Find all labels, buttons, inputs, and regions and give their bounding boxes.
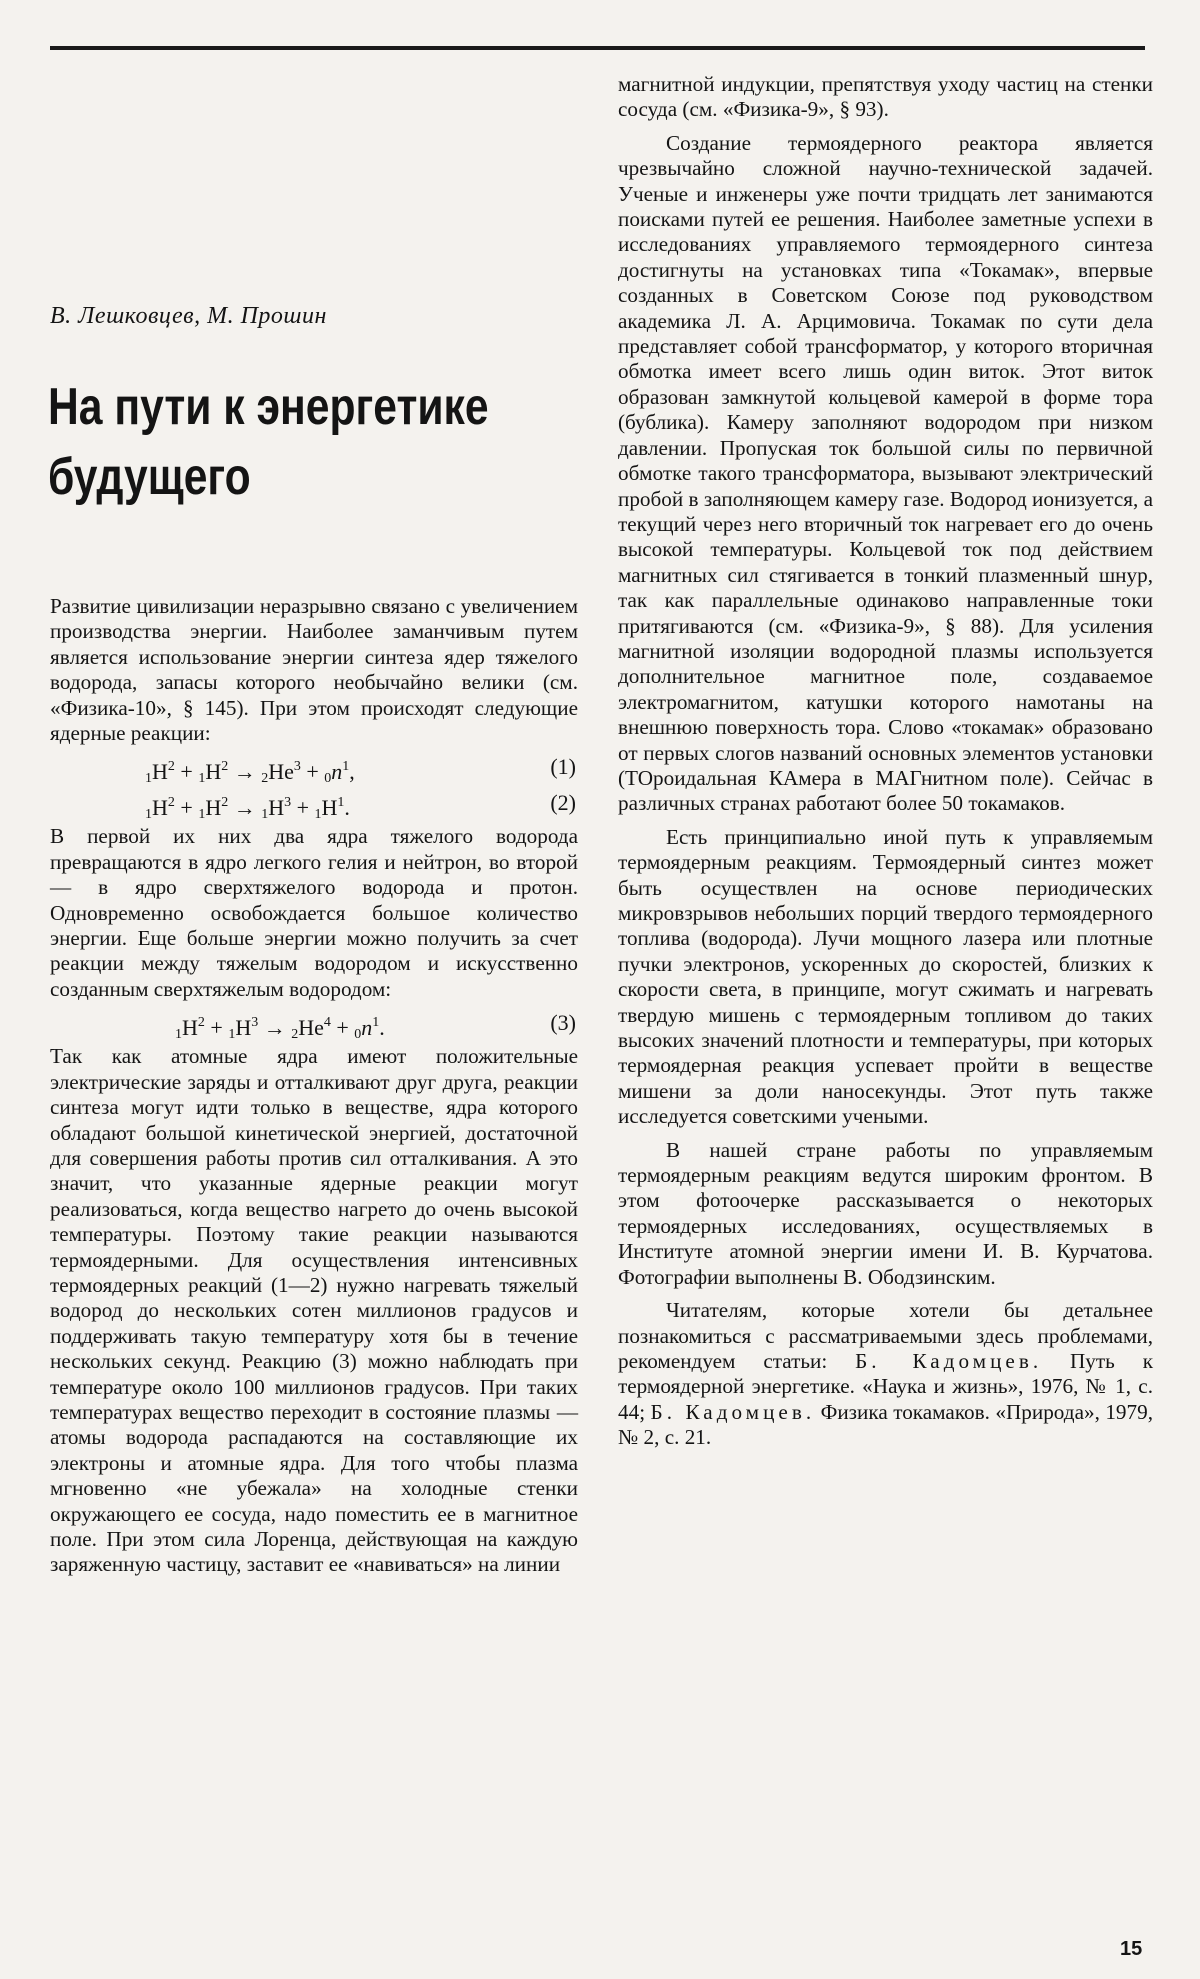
equation-number: (3) xyxy=(550,1010,576,1036)
paragraph: Развитие цивилизации неразрывно связано с увеличением производства энергии. Наиболее заманчивым путем является использование энергии синтеза ядер тяжелого водорода, запасы которого необычайно велики (см. «Физика-10», § 145). При этом происходят следующие ядерные реакции: xyxy=(50,594,578,746)
equation-formula: $_1H^2 + _1H^2 \to _2He^3 + _0n^1$, xyxy=(145,759,355,787)
reference-text: Путь к термоядерной энергетике. «Наука и жизнь», 1976, № 1, с. 44; xyxy=(618,1348,1153,1424)
top-rule xyxy=(50,46,1145,50)
article-authors: В. Лешковцев, М. Прошин xyxy=(50,303,327,329)
paragraph: Есть принципиально иной путь к управляемым термоядерным реакциям. Термоядерный синтез может быть осуществлен на основе периодических микровзрывов небольших порций твердого термоядерного топлива (водорода). Лучи мощного лазера или плотные пучки электронов, ускоренных до скоростей, близких к скорости света, в принципе, могут сжимать и нагревать твердую мишень с термоядерным топливом до таких высоких значений плотности и температуры, при которых термоядерная реакция успевает пройти в веществе мишени за доли наносекунды. Этот путь также исследуется советскими учеными. xyxy=(618,824,1153,1129)
equation-number: (2) xyxy=(550,790,576,816)
reference-author: Б. Кадомцев. xyxy=(855,1348,1043,1373)
paragraph: В первой их них два ядра тяжелого водорода превращаются в ядро легкого гелия и нейтрон, во второй — в ядро сверхтяжелого водорода и протон. Одновременно освобождается большое количество энергии. Еще больше энергии можно получить за счет реакции между тяжелым водородом и искусственно созданным сверхтяжелым водородом: xyxy=(50,824,578,1001)
equation-2 xyxy=(50,788,578,823)
article-title: На пути к энергетике будущего xyxy=(48,378,489,506)
equation-formula: $_1H^2 + _1H^3 \to _2He^4 + _0n^1$. xyxy=(175,1015,385,1043)
equation-1 xyxy=(50,752,578,787)
references-intro: Читателям, которые хотели бы детальнее познакомиться с рассматриваемыми здесь проблемами, рекомендуем статьи: xyxy=(618,1298,1153,1373)
references-paragraph xyxy=(618,1298,1153,1450)
right-column xyxy=(618,72,1153,1451)
paragraph: В нашей стране работы по управляемым термоядерным реакциям ведутся широким фронтом. В этом фотоочерке рассказывается о некоторых термоядерных исследованиях, осуществляемых в Институте атомной энергии имени И. В. Курчатова. Фотографии выполнены В. Ободзинским. xyxy=(618,1137,1153,1289)
page-number: 15 xyxy=(1120,1938,1143,1960)
equation-number: (1) xyxy=(550,754,576,780)
paragraph: Создание термоядерного реактора является чрезвычайно сложной научно-технической задачей. Ученые и инженеры уже почти тридцать лет занимаются поисками путей ее решения. Наиболее заметные успехи в исследованиях управляемого термоядерного синтеза достигнуты на установках типа «Токамак», впервые созданных в Советском Союзе под руководством академика Л. А. Арцимовича. Токамак по сути дела представляет собой трансформатор, у которого вторичная обмотка имеет всего лишь один виток. Этот виток образован замкнутой кольцевой камерой в форме тора (бублика). Камеру заполняют водородом при низком давлении. Пропуская ток большой силы по первичной обмотке такого трансформатора, вызывают электрический пробой в заполняющем камеру газе. Водород ионизуется, а текущий через него вторичный ток нагревает его до очень высокой температуры. Кольцевой ток под действием магнитных сил стягивается в тонкий плазменный шнур, так как параллельные одинаково направленные токи притягиваются (см. «Физика-9», § 88). Для усиления магнитной изоляции водородной плазмы используется дополнительное магнитное поле, создаваемое электромагнитом, катушки которого намотаны на внешнюю поверхность тора. Слово «токамак» образовано от первых слогов названий основных элементов установки (ТОроидальная КАмера в МАГнитном поле). Сейчас в различных странах работают более 50 токамаков. xyxy=(618,130,1153,816)
reference-text: Физика токамаков. «Природа», 1979, № 2, с. 21. xyxy=(618,1399,1153,1450)
paragraph: магнитной индукции, препятствуя уходу частиц на стенки сосуда (см. «Физика-9», § 93). xyxy=(618,72,1153,122)
left-column xyxy=(50,594,578,1578)
equation-3 xyxy=(50,1008,578,1043)
equation-formula: $_1H^2 + _1H^2 \to _1H^3 + _1H^1$. xyxy=(145,795,350,823)
paragraph: Так как атомные ядра имеют положительные электрические заряды и отталкивают друг друга, реакции синтеза могут идти только в веществе, ядра которого обладают большой кинетической энергией, достаточной для совершения работы против сил отталкивания. А это значит, что указанные ядерные реакции могут реализоваться, когда вещество нагрето до очень высокой температуры. Поэтому такие реакции называются термоядерными. Для осуществления интенсивных термоядерных реакций (1—2) нужно нагревать тяжелый водород до нескольких сотен миллионов градусов и поддерживать такую температуру хотя бы в течение нескольких секунд. Реакцию (3) можно наблюдать при температуре около 100 миллионов градусов. При таких температурах вещество переходит в состояние плазмы — атомы водорода распадаются на составляющие их электроны и атомные ядра. Для того чтобы плазма мгновенно «не убежала» на холодные стенки окружающего ее сосуда, надо поместить ее в магнитное поле. При этом сила Лоренца, действующая на каждую заряженную частицу, заставит ее «навиваться» на линии xyxy=(50,1044,578,1577)
reference-author: Б. Кадомцев. xyxy=(650,1399,816,1424)
